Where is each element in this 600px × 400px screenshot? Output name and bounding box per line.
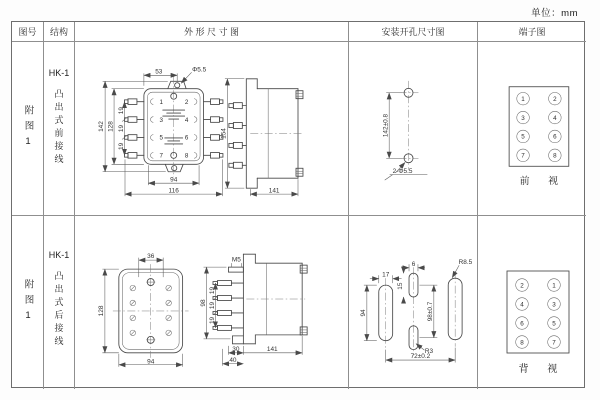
spec-table — [11, 21, 585, 388]
dim-128: 128 — [107, 121, 115, 132]
dim-30: 30 — [232, 346, 240, 354]
dim-94: 94 — [147, 358, 155, 366]
model-label: HK-1 — [48, 250, 70, 260]
terminal-number: 8 — [553, 152, 557, 160]
dim-hole-dia: Φ5.5 — [192, 66, 207, 74]
terminal-number: 3 — [552, 301, 556, 309]
dim-6: 6 — [411, 260, 416, 268]
terminal-number: 6 — [520, 320, 524, 328]
header-fig-no: 图号 — [12, 22, 44, 42]
dim-19: 19 — [208, 316, 216, 325]
rear-wiring-mounting-hole-drawing — [349, 216, 477, 389]
relay-rear-wiring-outline-drawing — [75, 216, 348, 389]
structure-label: 凸出式前接线 — [53, 89, 64, 167]
dim-154: 154 — [220, 128, 228, 139]
view-caption: 背 视 — [518, 364, 566, 375]
terminal-number: 7 — [552, 339, 556, 347]
terminal-diagram-rear-view — [478, 216, 586, 389]
fig-label: 附图1 — [22, 278, 34, 327]
row2-terminal-cell — [478, 216, 586, 389]
terminal-number: 7 — [521, 152, 525, 160]
relay-rear-front-view — [98, 253, 188, 367]
dim-142-tol: 142±0.8 — [382, 113, 390, 138]
pin-number: 4 — [184, 116, 189, 124]
dim-142: 142 — [98, 121, 106, 132]
side-view-studs — [229, 103, 246, 169]
dim-36: 36 — [147, 253, 155, 261]
dim-19: 19 — [208, 286, 216, 295]
relay-side-view — [221, 79, 303, 196]
pin-number: 1 — [159, 98, 164, 106]
dim-141: 141 — [266, 346, 278, 354]
row1-outline-cell — [75, 42, 349, 216]
dim-141: 141 — [268, 187, 280, 195]
row2-structure — [44, 216, 75, 389]
fig-label: 附图1 — [22, 104, 34, 153]
dim-17: 17 — [382, 271, 390, 279]
dim-53: 53 — [155, 68, 163, 76]
terminal-number: 5 — [552, 320, 556, 328]
dim-19: 19 — [118, 107, 126, 115]
header-outline-dims: 外 形 尺 寸 图 — [75, 22, 349, 42]
pin-number: 3 — [159, 116, 164, 124]
dim-m5: M5 — [231, 256, 241, 264]
dim-15: 15 — [396, 282, 404, 290]
dim-116: 116 — [168, 187, 179, 195]
dim-40: 40 — [229, 357, 237, 365]
pin-number: 7 — [159, 152, 164, 160]
row1-structure — [44, 42, 75, 216]
row2-fig-no — [12, 216, 44, 389]
m5-stud — [228, 267, 243, 272]
dim-94: 94 — [170, 176, 178, 184]
terminal-number: 8 — [520, 339, 524, 347]
dim-94: 94 — [360, 309, 368, 317]
dim-128: 128 — [98, 305, 106, 317]
row1-fig-no — [12, 42, 44, 216]
pin-number: 2 — [184, 98, 189, 106]
dim-r85: R8.5 — [458, 258, 473, 266]
dim-19: 19 — [118, 142, 126, 150]
dim-98: 98 — [199, 299, 207, 307]
unit-label: 单位：mm — [531, 8, 578, 19]
dim-19: 19 — [208, 301, 216, 310]
model-label: HK-1 — [48, 68, 70, 78]
relay-rear-side-view — [200, 254, 307, 366]
structure-label: 凸出式后接线 — [53, 271, 64, 349]
terminal-number: 2 — [553, 95, 557, 103]
dim-r3: R3 — [424, 348, 434, 356]
pin-number: 5 — [159, 134, 164, 142]
left-terminal-studs — [125, 99, 144, 158]
terminal-number: 1 — [521, 95, 525, 103]
terminal-diagram-front-view — [478, 42, 586, 215]
row2-mounting-cell — [349, 216, 478, 389]
row1-mounting-cell — [349, 42, 478, 216]
front-wiring-mounting-hole-drawing — [349, 42, 477, 215]
hole-callout: 2-Φ5.5 — [392, 167, 413, 175]
terminal-number: 2 — [520, 282, 524, 290]
relay-front-view — [125, 76, 223, 177]
pin-number: 6 — [184, 134, 189, 142]
terminal-number: 3 — [521, 114, 525, 122]
terminal-number: 1 — [552, 282, 556, 290]
dim-72-tol: 72±0.2 — [410, 353, 431, 361]
row1-terminal-cell — [478, 42, 586, 216]
relay-front-wiring-outline-drawing — [75, 42, 348, 215]
header-terminal-diagram: 端子图 — [478, 22, 586, 42]
row2-outline-cell — [75, 216, 349, 389]
header-mounting-holes: 安装开孔尺寸图 — [349, 22, 478, 42]
terminal-number: 4 — [520, 301, 524, 309]
rear-studs — [213, 281, 243, 331]
bottom-foot — [232, 336, 243, 344]
dim-19: 19 — [118, 124, 126, 133]
terminal-number: 6 — [553, 133, 557, 141]
header-structure: 结构 — [44, 22, 75, 42]
terminal-number: 4 — [553, 114, 557, 122]
terminal-number: 5 — [521, 133, 525, 141]
dim-98-tol: 98±0.7 — [427, 301, 435, 322]
pin-number: 8 — [184, 152, 189, 160]
view-caption: 前 视 — [519, 176, 567, 188]
